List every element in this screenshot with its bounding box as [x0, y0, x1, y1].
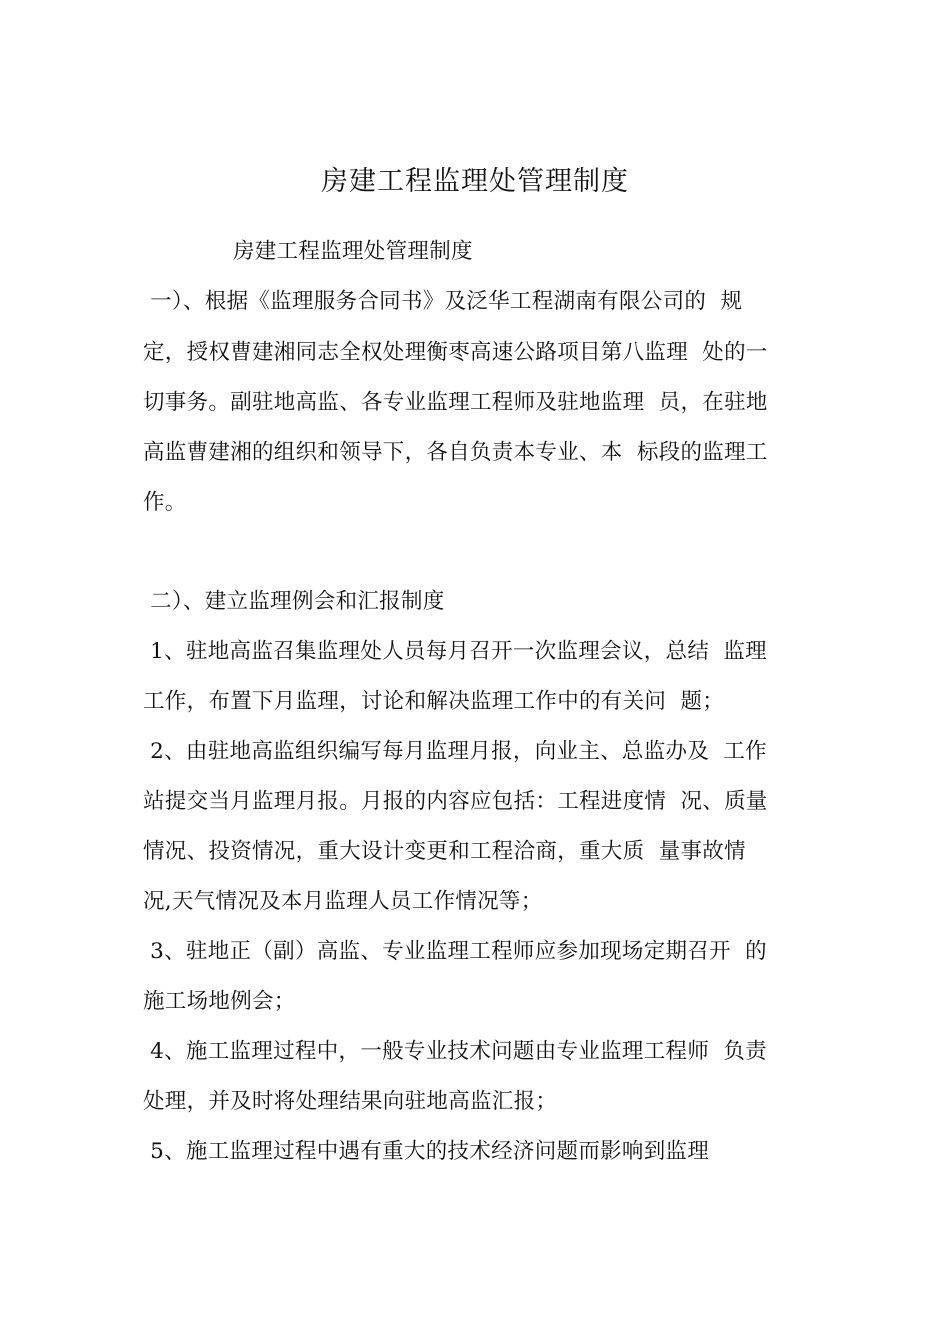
paragraph-line: 情况、投资情况，重大设计变更和工程洽商，重大质 量事故情: [143, 839, 746, 864]
paragraph-line: 3、驻地正（副）高监、专业监理工程师应参加现场定期召开 的: [143, 939, 767, 964]
document-title: 房建工程监理处管理制度: [321, 166, 629, 197]
paragraph-line: 作。: [143, 490, 187, 515]
paragraph-line: 工作，布置下月监理，讨论和解决监理工作中的有关问 题；: [143, 689, 725, 714]
paragraph-line: 况,天气情况及本月监理人员工作情况等；: [143, 889, 543, 914]
paragraph-line: 高监曹建湘的组织和领导下，各自负责本专业、本 标段的监理工: [143, 440, 768, 465]
paragraph-line: 4、施工监理过程中，一般专业技术问题由专业监理工程师 负责: [143, 1039, 767, 1064]
paragraph-line: 5、施工监理过程中遇有重大的技术经济问题而影响到监理: [143, 1139, 710, 1164]
paragraph-line: 一）、根据《监理服务合同书》及泛华工程湖南有限公司的 规: [143, 289, 743, 314]
paragraph-line: 处理，并及时将处理结果向驻地高监汇报；: [143, 1089, 558, 1114]
paragraph-line: 切事务。副驻地高监、各专业监理工程师及驻地监理 员，在驻地: [143, 390, 768, 415]
paragraph-line: 1、驻地高监召集监理处人员每月召开一次监理会议，总结 监理: [143, 639, 767, 664]
paragraph-line: 2、由驻地高监组织编写每月监理月报，向业主、总监办及 工作: [143, 739, 767, 764]
paragraph-line: 施工场地例会；: [143, 989, 296, 1014]
document-subtitle: 房建工程监理处管理制度: [233, 239, 473, 264]
paragraph-line: 站提交当月监理月报。月报的内容应包括：工程进度情 况、质量: [143, 789, 768, 814]
paragraph-line: 定，授权曹建湘同志全权处理衡枣高速公路项目第八监理 处的一: [143, 340, 768, 365]
section-heading: 二）、建立监理例会和汇报制度: [143, 589, 445, 614]
